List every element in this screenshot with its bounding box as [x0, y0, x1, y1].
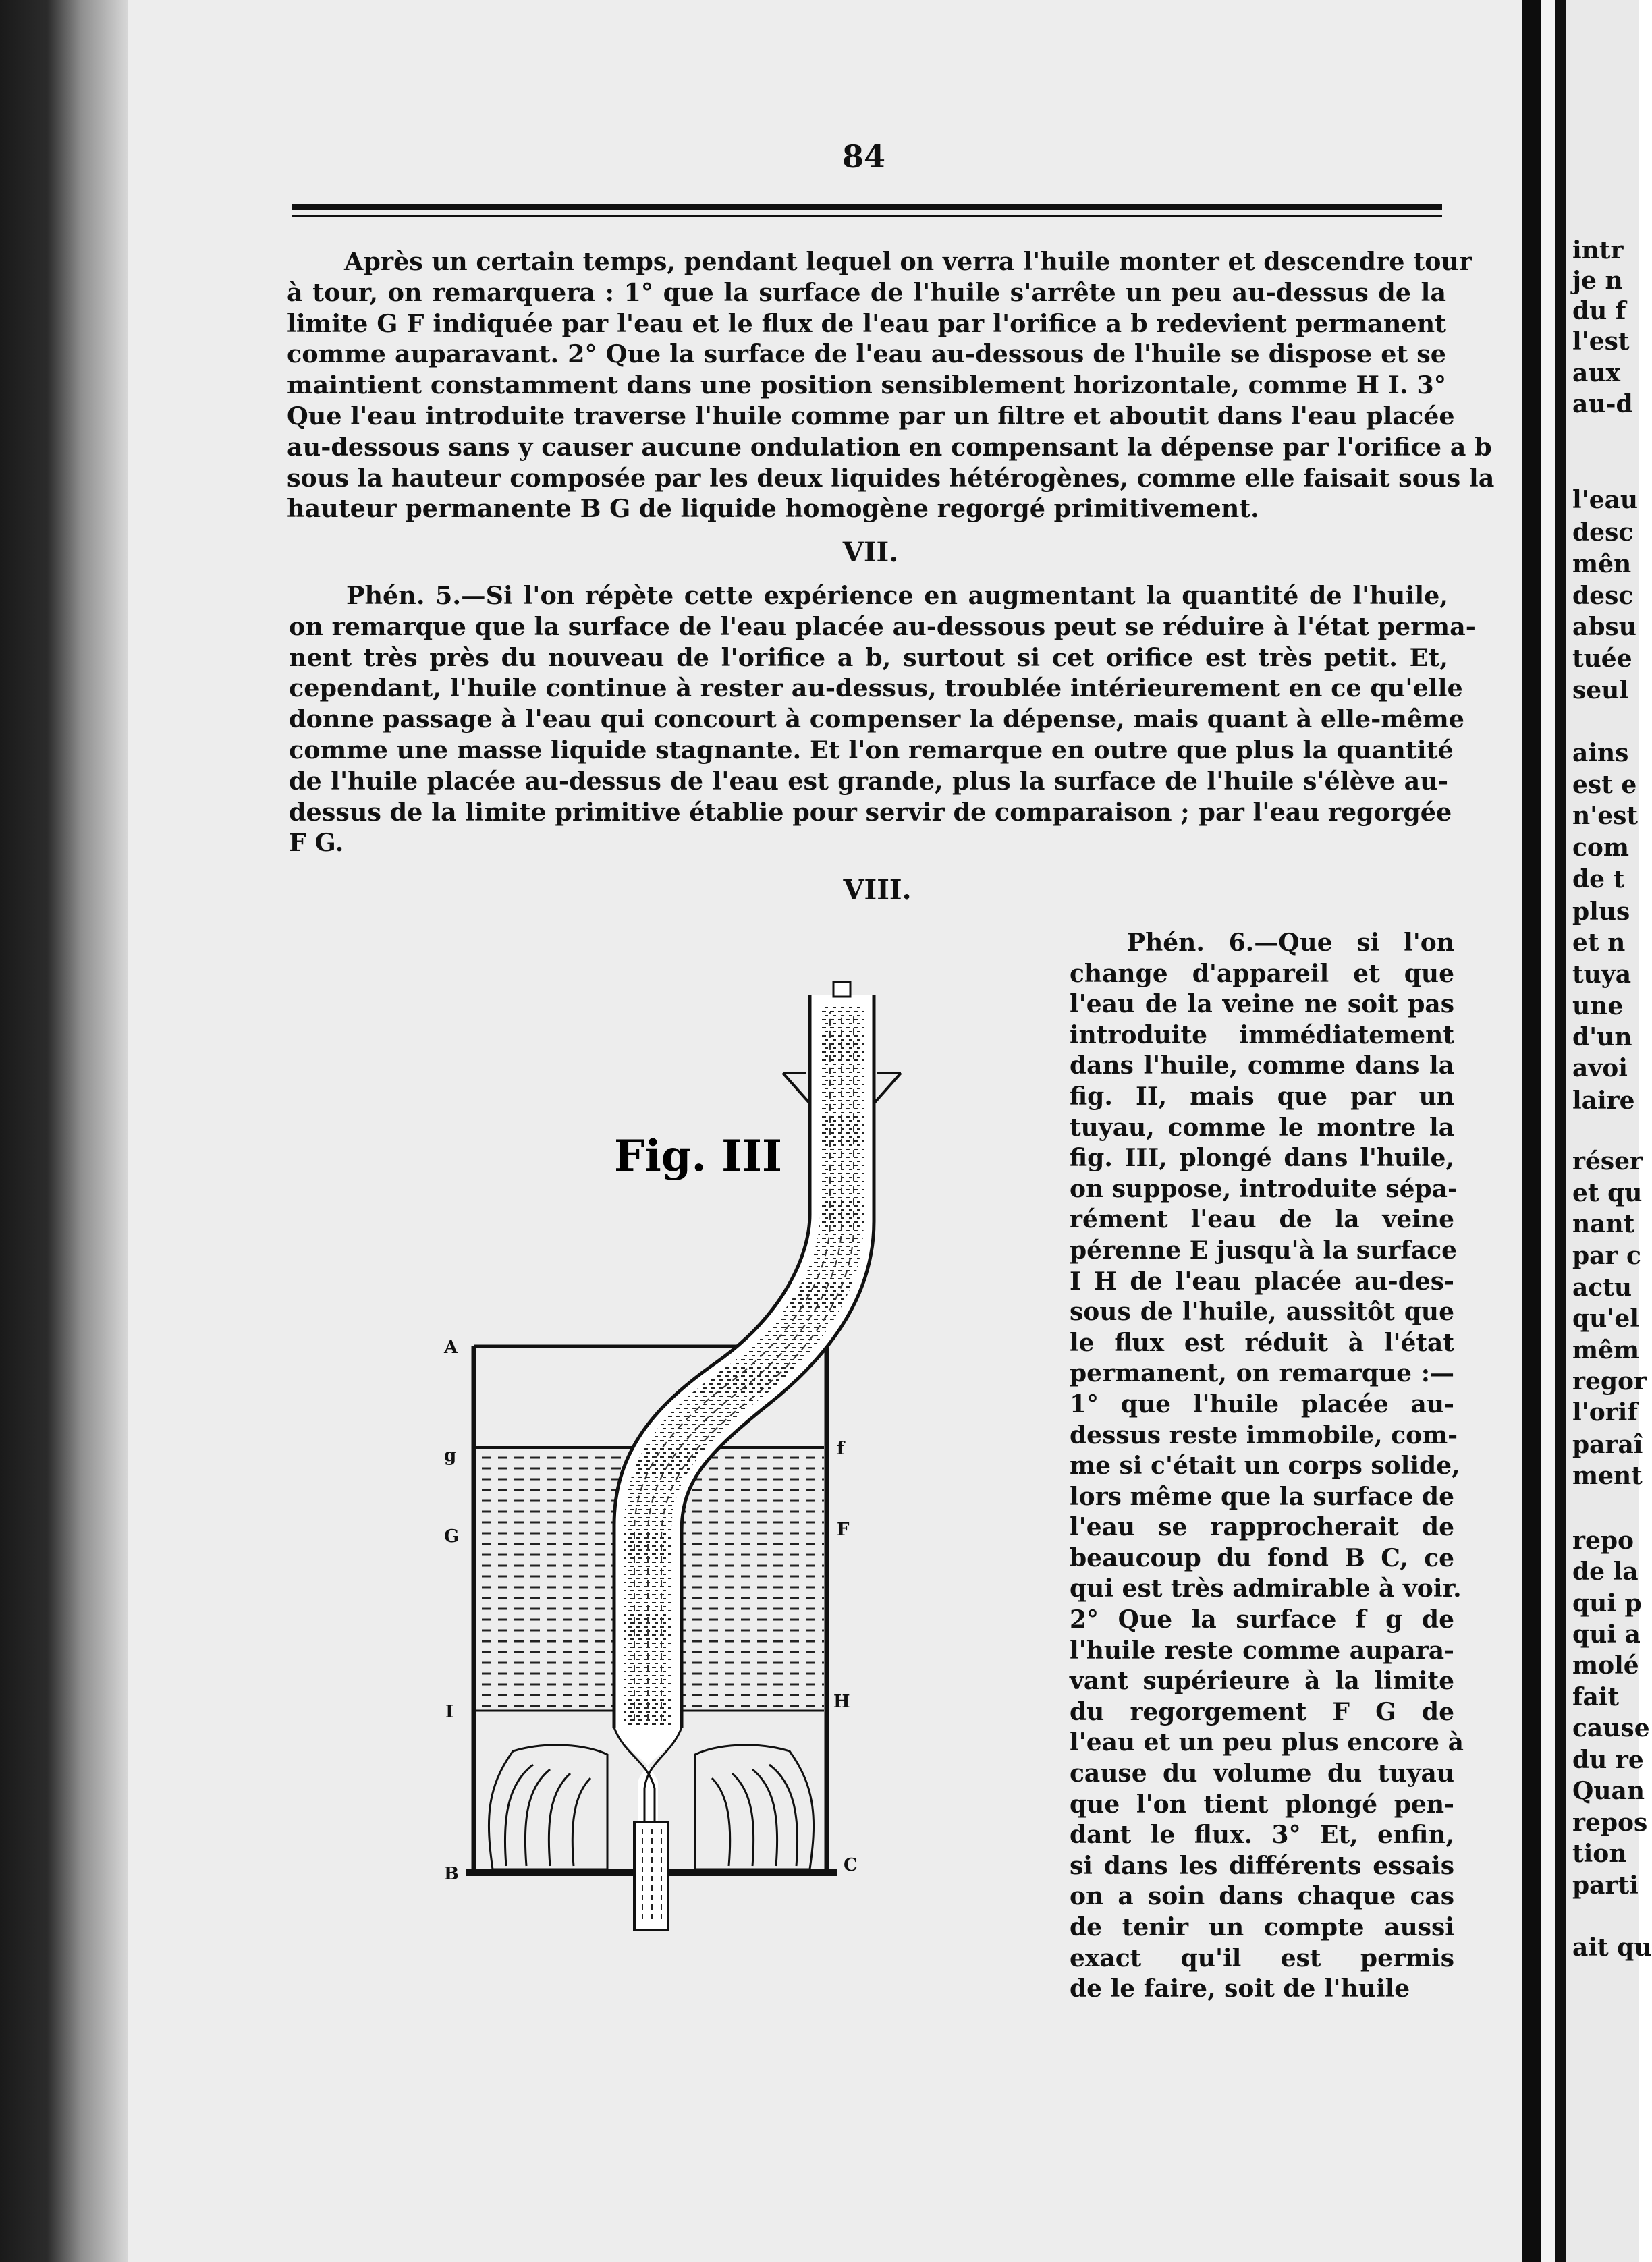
- next-page-fragment: plus: [1572, 898, 1630, 926]
- text-line: I H de l'eau placée au-des-: [1070, 1267, 1454, 1296]
- label-a: A: [444, 1337, 458, 1358]
- next-page-fragment: repo: [1572, 1526, 1634, 1555]
- text-line: qui est très admirable à voir.: [1070, 1574, 1462, 1603]
- header-rule-thick: [292, 204, 1442, 210]
- next-page-fragment: desc: [1572, 582, 1634, 610]
- book-edge: [0, 0, 128, 2262]
- label-g-lower: g: [444, 1445, 457, 1466]
- next-page-fragment: parti: [1572, 1871, 1639, 1900]
- next-page-fragment: paraî: [1572, 1431, 1643, 1459]
- text-line: l'eau de la veine ne soit pas: [1070, 990, 1454, 1019]
- next-page-fragment: ains: [1572, 739, 1629, 767]
- label-i: I: [445, 1702, 454, 1722]
- text-line: vant supérieure à la limite: [1070, 1667, 1454, 1696]
- next-page-fragment: actu: [1572, 1273, 1632, 1302]
- next-page-fragment: et qu: [1572, 1179, 1643, 1207]
- text-line: Phén. 5.—Si l'on répète cette expérience en augmentant la quantité de l'huile,: [346, 581, 1448, 610]
- next-page-fragment: l'orif: [1572, 1398, 1638, 1427]
- section-heading-viii: VIII.: [843, 874, 912, 906]
- next-page-fragment: tuée: [1572, 644, 1632, 673]
- text-line: permanent, on remarque :—: [1070, 1359, 1454, 1388]
- text-line: exact qu'il est permis: [1070, 1943, 1454, 1973]
- next-page-fragment: ment: [1572, 1462, 1643, 1490]
- text-line: hauteur permanente B G de liquide homogène regorgé primitivement.: [287, 494, 1259, 524]
- text-line: comme auparavant. 2° Que la surface de l'eau au-dessous de l'huile se dispose et se: [287, 339, 1446, 369]
- next-page-edge: [1555, 0, 1566, 2262]
- text-line: beaucoup du fond B C, ce: [1070, 1543, 1454, 1572]
- text-line: change d'appareil et que: [1070, 959, 1454, 988]
- text-line: pérenne E jusqu'à la surface: [1070, 1236, 1457, 1265]
- text-line: sous de l'huile, aussitôt que: [1070, 1298, 1454, 1327]
- next-page-fragment: est e: [1572, 771, 1637, 799]
- text-line: 1° que l'huile placée au-: [1070, 1389, 1454, 1418]
- text-line: au-dessous sans y causer aucune ondulation en compensant la dépense par l'orifice a b: [287, 432, 1492, 462]
- text-line: F G.: [289, 828, 344, 858]
- next-page-fragment: absu: [1572, 613, 1636, 641]
- next-page-fragment: l'est: [1572, 327, 1630, 356]
- next-page-fragment: avoi: [1572, 1054, 1628, 1082]
- text-line: dant le flux. 3° Et, enfin,: [1070, 1821, 1454, 1850]
- text-line: limite G F indiquée par l'eau et le flux de l'eau par l'orifice a b redevient permanent: [287, 308, 1446, 338]
- figure-title: Fig. III: [614, 1131, 782, 1182]
- text-line: si dans les différents essais: [1070, 1851, 1454, 1880]
- text-line: fig. II, mais que par un: [1070, 1082, 1454, 1111]
- label-f: F: [837, 1520, 850, 1540]
- text-line: que l'on tient plongé pen-: [1070, 1790, 1454, 1819]
- text-line: 2° Que la surface f g de: [1070, 1605, 1454, 1634]
- text-line: sous la hauteur composée par les deux liquides hétérogènes, comme elle faisait sous la: [287, 463, 1495, 493]
- text-line: dans l'huile, comme dans la: [1070, 1051, 1454, 1080]
- paragraph-1: [287, 246, 1495, 524]
- next-page-fragment: de t: [1572, 865, 1625, 893]
- next-page-fragment: l'eau: [1572, 486, 1639, 514]
- text-line: l'eau se rapprocherait de: [1070, 1513, 1454, 1542]
- text-line: à tour, on remarquera : 1° que la surface de l'huile s'arrête un peu au-dessus de la: [287, 277, 1446, 307]
- next-page-fragment: com: [1572, 833, 1630, 862]
- next-page-fragment: par c: [1572, 1242, 1641, 1270]
- next-page-fragment: une: [1572, 992, 1624, 1020]
- next-page-fragment: tion: [1572, 1840, 1627, 1868]
- header-rule-thin: [292, 215, 1442, 217]
- text-line: dessus reste immobile, com-: [1070, 1420, 1458, 1450]
- text-line: cependant, l'huile continue à rester au-dessus, troublée intérieurement en ce qu'elle: [289, 673, 1463, 703]
- text-line: le flux est réduit à l'état: [1070, 1328, 1454, 1357]
- label-f-lower: f: [837, 1439, 845, 1459]
- text-line: rément l'eau de la veine: [1070, 1205, 1454, 1234]
- next-page-fragment: ait qu: [1572, 1933, 1652, 1962]
- text-line: de l'huile placée au-dessus de l'eau est grande, plus la surface de l'huile s'élève au-: [289, 766, 1448, 796]
- text-line: tuyau, comme le montre la: [1070, 1113, 1454, 1142]
- next-page-fragment: mên: [1572, 550, 1632, 578]
- next-page-fragment: nant: [1572, 1210, 1635, 1238]
- next-page-fragment: au-d: [1572, 390, 1633, 418]
- next-page-fragment: repos: [1572, 1809, 1648, 1837]
- next-page-fragment: je n: [1572, 267, 1623, 295]
- text-line: introduite immédiatement: [1070, 1020, 1454, 1049]
- text-line: lors même que la surface de: [1070, 1482, 1454, 1511]
- text-line: Après un certain temps, pendant lequel on verra l'huile monter et descendre tour: [344, 247, 1472, 276]
- page-number: 84: [842, 138, 885, 175]
- next-page-fragment: seul: [1572, 676, 1629, 705]
- paragraph-2: [289, 580, 1476, 858]
- next-page-fragment: regor: [1572, 1367, 1647, 1396]
- next-page-fragment: desc: [1572, 518, 1634, 547]
- next-page-fragment: tuya: [1572, 960, 1632, 989]
- text-line: on suppose, introduite sépa-: [1070, 1174, 1458, 1203]
- text-line: on remarque que la surface de l'eau placée au-dessous peut se réduire à l'état perma-: [289, 611, 1476, 641]
- next-page-fragment: molé: [1572, 1651, 1639, 1680]
- next-page-fragment: fait: [1572, 1683, 1620, 1711]
- next-page-fragment: laire: [1572, 1086, 1635, 1115]
- text-line: l'eau et un peu plus encore à: [1070, 1728, 1464, 1757]
- text-line: nent très près du nouveau de l'orifice a b, surtout si cet orifice est très petit. Et,: [289, 642, 1448, 672]
- next-page-fragment: du re: [1572, 1746, 1644, 1774]
- text-line: me si c'était un corps solide,: [1070, 1452, 1460, 1481]
- text-line: donne passage à l'eau qui concourt à compenser la dépense, mais quant à elle-même: [289, 705, 1464, 734]
- next-page-fragment: qui p: [1572, 1589, 1642, 1618]
- text-line: on a soin dans chaque cas: [1070, 1882, 1454, 1911]
- text-line: de le faire, soit de l'huile: [1070, 1975, 1410, 2004]
- next-page-fragment: qu'el: [1572, 1304, 1639, 1333]
- next-page-fragment: d'un: [1572, 1023, 1632, 1051]
- text-line: Phén. 6.—Que si l'on: [1127, 929, 1454, 957]
- next-page-fragment: réser: [1572, 1147, 1643, 1176]
- label-g: G: [444, 1526, 460, 1547]
- text-line: comme une masse liquide stagnante. Et l'on remarque en outre que plus la quantité: [289, 735, 1454, 765]
- next-page-fragment: qui a: [1572, 1620, 1641, 1649]
- next-page-fragment: cause: [1572, 1714, 1650, 1742]
- text-line: dessus de la limite primitive établie pour servir de comparaison ; par l'eau regorgée: [289, 797, 1452, 827]
- text-line: de tenir un compte aussi: [1070, 1913, 1454, 1941]
- next-page-fragment: aux: [1572, 359, 1620, 387]
- label-c: C: [844, 1855, 858, 1875]
- section-heading-vii: VII.: [842, 536, 899, 568]
- label-h: H: [833, 1692, 850, 1712]
- text-line: fig. III, plongé dans l'huile,: [1070, 1144, 1454, 1173]
- paragraph-3: [1070, 928, 1464, 2005]
- text-line: du regorgement F G de: [1070, 1697, 1454, 1726]
- next-page-fragment: de la: [1572, 1557, 1639, 1586]
- text-line: cause du volume du tuyau: [1070, 1759, 1454, 1788]
- page-gutter: [1522, 0, 1541, 2262]
- figure-iii: [432, 945, 1059, 1957]
- next-page-fragment: intr: [1572, 236, 1624, 265]
- next-page-fragment: mêm: [1572, 1336, 1640, 1364]
- next-page-fragment: du f: [1572, 297, 1626, 325]
- next-page-fragment: et n: [1572, 929, 1626, 957]
- text-line: Que l'eau introduite traverse l'huile comme par un filtre et aboutit dans l'eau placée: [287, 401, 1455, 431]
- text-line: l'huile reste comme aupara-: [1070, 1636, 1454, 1665]
- next-page-fragment: Quan: [1572, 1777, 1645, 1805]
- label-b: B: [444, 1864, 459, 1884]
- next-page-fragment: n'est: [1572, 802, 1638, 830]
- text-line: maintient constamment dans une position sensiblement horizontale, comme H I. 3°: [287, 370, 1446, 400]
